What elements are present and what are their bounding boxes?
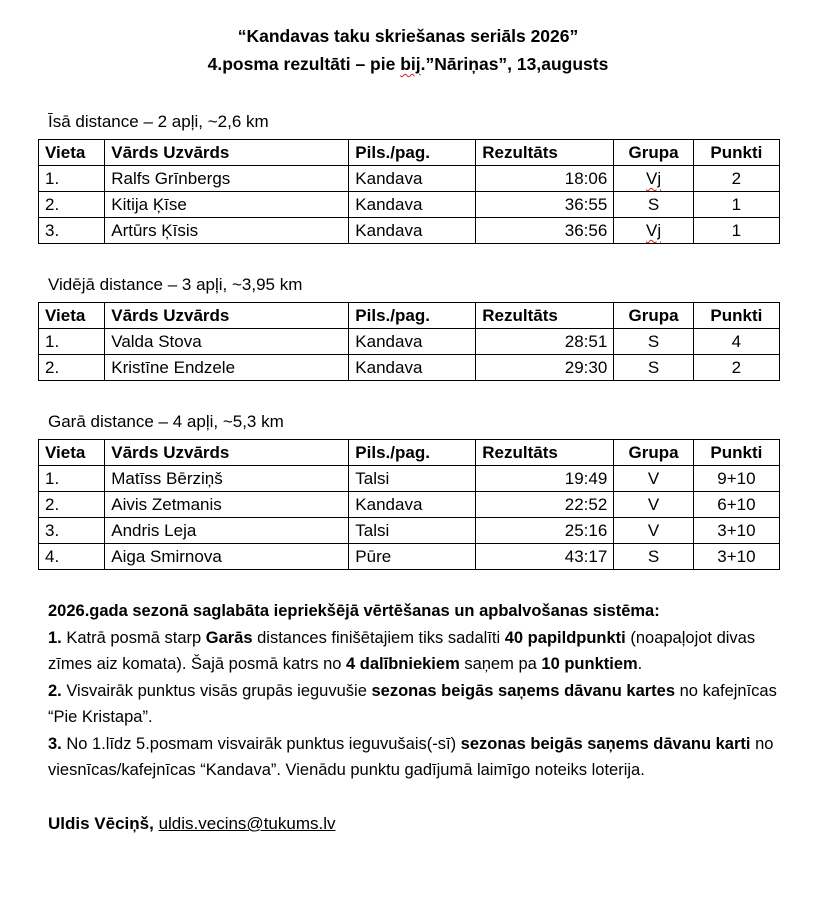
cell-name: Kristīne Endzele — [105, 355, 349, 381]
cell-name: Andris Leja — [105, 518, 349, 544]
table-row — [39, 218, 780, 244]
cell-rezultats: 28:51 — [476, 329, 614, 355]
note-text: saņem pa — [459, 655, 542, 673]
table-row — [39, 544, 780, 570]
cell-name: Kitija Ķīse — [105, 192, 349, 218]
col-grupa: Grupa — [614, 140, 694, 166]
subtitle-part-1: 4.posma rezultāti – pie — [207, 54, 401, 74]
cell-grupa: S — [614, 544, 694, 570]
table-header-row — [39, 303, 780, 329]
table-row — [39, 355, 780, 381]
note-text: no viesnīcas/kafejnīcas “Kandava”. Vienādu punktu gadījumā laimīgo noteiks loterija. — [48, 734, 774, 779]
cell-pils: Kandava — [349, 192, 476, 218]
note-text: . — [637, 655, 643, 673]
document-subtitle — [0, 54, 816, 75]
cell-name: Aivis Zetmanis — [105, 492, 349, 518]
table-row — [39, 492, 780, 518]
cell-rezultats: 18:06 — [476, 166, 614, 192]
col-punkti: Punkti — [693, 140, 779, 166]
cell-vieta: 3. — [39, 218, 105, 244]
cell-grupa: S — [614, 192, 694, 218]
cell-name: Artūrs Ķīsis — [105, 218, 349, 244]
cell-pils: Kandava — [349, 166, 476, 192]
table-row — [39, 466, 780, 492]
cell-name: Matīss Bērziņš — [105, 466, 349, 492]
cell-pils: Kandava — [349, 492, 476, 518]
cell-punkti: 3+10 — [693, 544, 779, 570]
short-distance-table — [38, 139, 780, 244]
cell-punkti: 3+10 — [693, 518, 779, 544]
note-number: 1. — [48, 628, 62, 647]
medium-distance-caption: Vidējā distance – 3 apļi, ~3,95 km — [48, 275, 303, 294]
col-name: Vārds Uzvārds — [105, 440, 349, 466]
col-name: Vārds Uzvārds — [105, 303, 349, 329]
long-distance-table — [38, 439, 780, 570]
grupa-spellcheck-word: Vj — [646, 169, 662, 188]
note-text: no kafejnīcas “Pie Kristapa”. — [48, 681, 777, 726]
col-pils: Pils./pag. — [349, 303, 476, 329]
cell-pils: Kandava — [349, 355, 476, 381]
cell-vieta: 1. — [39, 166, 105, 192]
cell-vieta: 4. — [39, 544, 105, 570]
col-vieta: Vieta — [39, 303, 105, 329]
cell-punkti: 6+10 — [693, 492, 779, 518]
cell-name: Ralfs Grīnbergs — [105, 166, 349, 192]
note-bold: Garās — [205, 628, 253, 647]
grupa-spellcheck-word: Vj — [646, 221, 662, 240]
cell-punkti: 2 — [693, 166, 779, 192]
col-punkti: Punkti — [693, 303, 779, 329]
signature — [48, 814, 336, 834]
table-row — [39, 192, 780, 218]
col-punkti: Punkti — [693, 440, 779, 466]
cell-pils: Pūre — [349, 544, 476, 570]
cell-punkti: 4 — [693, 329, 779, 355]
cell-rezultats: 29:30 — [476, 355, 614, 381]
cell-vieta: 3. — [39, 518, 105, 544]
note-text: No 1.līdz 5.posmam visvairāk punktus ieguvušais(-sī) — [61, 734, 461, 753]
note-3 — [48, 731, 783, 784]
cell-name: Aiga Smirnova — [105, 544, 349, 570]
cell-vieta: 2. — [39, 492, 105, 518]
cell-vieta: 1. — [39, 329, 105, 355]
subtitle-spellcheck-word: bij — [400, 54, 421, 74]
cell-grupa: V — [614, 492, 694, 518]
cell-rezultats: 19:49 — [476, 466, 614, 492]
cell-grupa — [614, 166, 694, 192]
cell-grupa: S — [614, 329, 694, 355]
season-notes — [48, 598, 783, 784]
notes-heading: 2026.gada sezonā saglabāta iepriekšējā vērtēšanas un apbalvošanas sistēma: — [48, 602, 660, 620]
cell-pils: Kandava — [349, 218, 476, 244]
document-title: “Kandavas taku skriešanas seriāls 2026” — [237, 26, 579, 46]
note-text: (noapaļojot divas zīmes aiz komata). Šajā posmā katrs no — [48, 628, 756, 673]
col-vieta: Vieta — [39, 440, 105, 466]
cell-grupa: S — [614, 355, 694, 381]
note-bold: sezonas beigās saņems dāvanu karti — [460, 734, 751, 753]
table-header-row — [39, 140, 780, 166]
cell-grupa — [614, 218, 694, 244]
long-distance-caption: Garā distance – 4 apļi, ~5,3 km — [48, 412, 284, 431]
cell-vieta: 2. — [39, 192, 105, 218]
note-number: 3. — [48, 734, 62, 753]
cell-pils: Kandava — [349, 329, 476, 355]
note-bold: 10 punktiem — [541, 655, 638, 673]
col-grupa: Grupa — [614, 440, 694, 466]
cell-rezultats: 36:55 — [476, 192, 614, 218]
cell-rezultats: 22:52 — [476, 492, 614, 518]
note-2 — [48, 678, 783, 731]
cell-punkti: 9+10 — [693, 466, 779, 492]
col-pils: Pils./pag. — [349, 440, 476, 466]
col-grupa: Grupa — [614, 303, 694, 329]
cell-pils: Talsi — [349, 518, 476, 544]
cell-punkti: 1 — [693, 192, 779, 218]
col-name: Vārds Uzvārds — [105, 140, 349, 166]
col-pils: Pils./pag. — [349, 140, 476, 166]
note-text: Visvairāk punktus visās grupās ieguvušie — [61, 681, 372, 700]
author-email-link[interactable]: uldis.vecins@tukums.lv — [158, 814, 336, 833]
table-row — [39, 329, 780, 355]
note-text: Katrā posmā starp — [61, 628, 206, 647]
cell-rezultats: 25:16 — [476, 518, 614, 544]
table-header-row — [39, 440, 780, 466]
cell-punkti: 2 — [693, 355, 779, 381]
note-bold: 40 papildpunkti — [504, 628, 626, 647]
note-bold: sezonas beigās saņems dāvanu kartes — [371, 681, 676, 700]
cell-punkti: 1 — [693, 218, 779, 244]
note-text: distances finišētajiem tiks sadalīti — [252, 628, 505, 647]
cell-rezultats: 36:56 — [476, 218, 614, 244]
col-rezultats: Rezultāts — [476, 440, 614, 466]
col-vieta: Vieta — [39, 140, 105, 166]
cell-grupa: V — [614, 466, 694, 492]
col-rezultats: Rezultāts — [476, 140, 614, 166]
note-1 — [48, 625, 783, 678]
note-bold: 4 dalībniekiem — [346, 655, 460, 673]
cell-name: Valda Stova — [105, 329, 349, 355]
cell-vieta: 2. — [39, 355, 105, 381]
short-distance-caption: Īsā distance – 2 apļi, ~2,6 km — [48, 112, 269, 131]
table-row — [39, 518, 780, 544]
table-row — [39, 166, 780, 192]
cell-pils: Talsi — [349, 466, 476, 492]
author-name: Uldis Vēciņš, — [48, 814, 154, 833]
col-rezultats: Rezultāts — [476, 303, 614, 329]
medium-distance-table — [38, 302, 780, 381]
subtitle-part-2: .”Nāriņas”, 13,augusts — [420, 54, 609, 74]
cell-grupa: V — [614, 518, 694, 544]
cell-vieta: 1. — [39, 466, 105, 492]
note-number: 2. — [48, 681, 62, 700]
cell-rezultats: 43:17 — [476, 544, 614, 570]
